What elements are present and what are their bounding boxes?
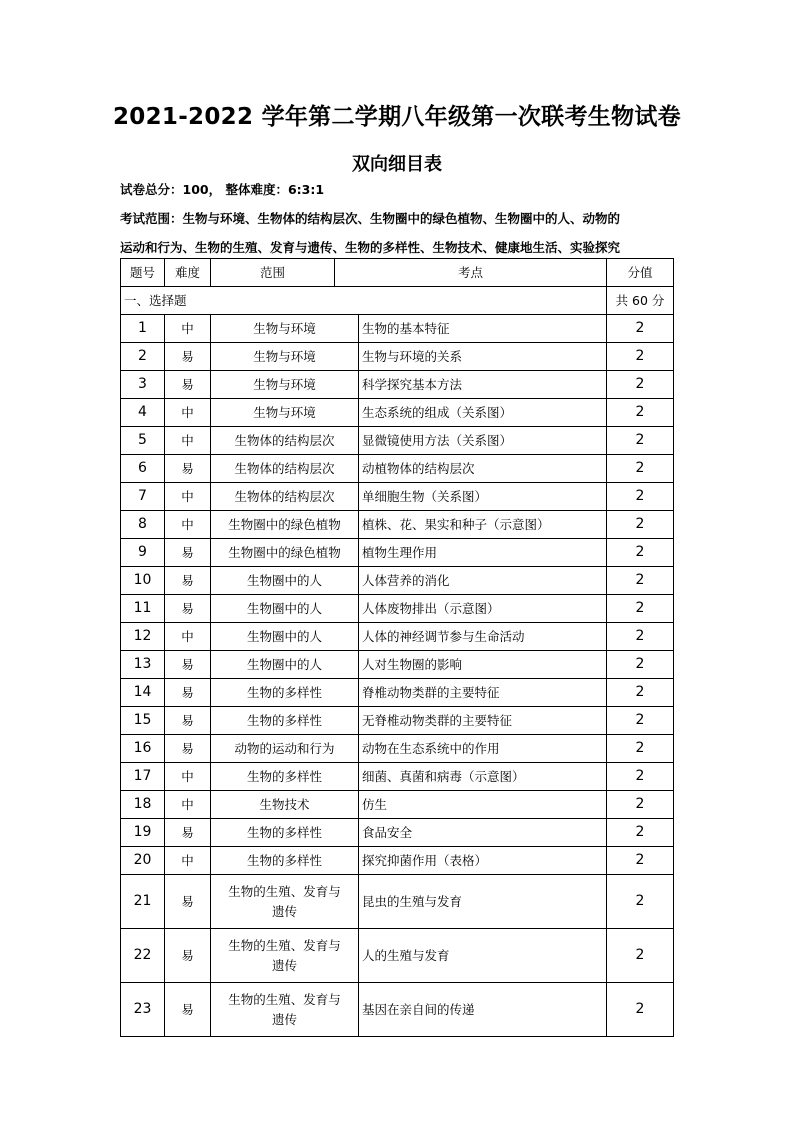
row-difficulty: 中 xyxy=(165,427,211,455)
row-range: 生物圈中的人 xyxy=(211,651,359,679)
table-row xyxy=(121,371,674,399)
row-score: 2 xyxy=(607,679,674,707)
row-range-line-2: 遗传 xyxy=(271,1011,297,1027)
row-point: 人体废物排出（示意图） xyxy=(359,595,607,623)
table-row xyxy=(121,819,674,847)
table-body xyxy=(121,259,674,1037)
row-score: 2 xyxy=(607,929,674,983)
row-point: 显微镜使用方法（关系图） xyxy=(359,427,607,455)
row-difficulty: 易 xyxy=(165,343,211,371)
table-row xyxy=(121,847,674,875)
specification-table xyxy=(120,258,674,1037)
row-range: 生物的多样性 xyxy=(211,763,359,791)
row-score: 2 xyxy=(607,875,674,929)
row-score: 2 xyxy=(607,455,674,483)
row-range: 生物的多样性 xyxy=(211,679,359,707)
row-score: 2 xyxy=(607,623,674,651)
row-range: 生物体的结构层次 xyxy=(211,483,359,511)
table-row xyxy=(121,483,674,511)
row-no: 3 xyxy=(121,371,165,399)
row-point: 科学探究基本方法 xyxy=(359,371,607,399)
row-difficulty: 中 xyxy=(165,791,211,819)
table-row xyxy=(121,623,674,651)
row-point: 探究抑菌作用（表格） xyxy=(359,847,607,875)
row-range: 生物体的结构层次 xyxy=(211,427,359,455)
row-score: 2 xyxy=(607,539,674,567)
header-score: 分值 xyxy=(607,259,674,287)
exam-summary: 试卷总分：100， 整体难度：6:3:1 xyxy=(120,182,325,197)
row-point: 食品安全 xyxy=(359,819,607,847)
row-difficulty: 易 xyxy=(165,539,211,567)
document-title: 2021-2022 学年第二学期八年级第一次联考生物试卷 xyxy=(113,104,681,130)
section-total: 共 60 分 xyxy=(607,287,674,315)
row-range: 生物的多样性 xyxy=(211,819,359,847)
table-row xyxy=(121,427,674,455)
header-difficulty: 难度 xyxy=(165,259,211,287)
row-point: 无脊椎动物类群的主要特征 xyxy=(359,707,607,735)
row-score: 2 xyxy=(607,343,674,371)
row-point: 植株、花、果实和种子（示意图） xyxy=(359,511,607,539)
table-row xyxy=(121,511,674,539)
row-range: 生物圈中的人 xyxy=(211,595,359,623)
row-range: 生物的多样性 xyxy=(211,847,359,875)
row-no: 23 xyxy=(121,983,165,1037)
row-score: 2 xyxy=(607,567,674,595)
row-point: 生物与环境的关系 xyxy=(359,343,607,371)
row-score: 2 xyxy=(607,511,674,539)
row-no: 2 xyxy=(121,343,165,371)
row-score: 2 xyxy=(607,399,674,427)
row-no: 17 xyxy=(121,763,165,791)
row-range: 生物与环境 xyxy=(211,343,359,371)
table-row xyxy=(121,567,674,595)
row-range: 生物圈中的人 xyxy=(211,623,359,651)
row-no: 6 xyxy=(121,455,165,483)
table-row xyxy=(121,791,674,819)
row-difficulty: 易 xyxy=(165,679,211,707)
row-difficulty: 易 xyxy=(165,735,211,763)
row-range: 生物与环境 xyxy=(211,315,359,343)
row-point: 生态系统的组成（关系图） xyxy=(359,399,607,427)
table-row xyxy=(121,763,674,791)
row-range-line-1: 生物的生殖、发育与 xyxy=(228,991,341,1007)
row-point: 人的生殖与发育 xyxy=(359,929,607,983)
row-range: 生物圈中的绿色植物 xyxy=(211,511,359,539)
row-range-line-1: 生物的生殖、发育与 xyxy=(228,937,341,953)
table-row xyxy=(121,929,674,983)
row-point: 植物生理作用 xyxy=(359,539,607,567)
row-no: 22 xyxy=(121,929,165,983)
row-range: 生物与环境 xyxy=(211,399,359,427)
header-row xyxy=(121,259,674,287)
document-subtitle: 双向细目表 xyxy=(352,154,442,175)
row-no: 11 xyxy=(121,595,165,623)
header-range: 范围 xyxy=(211,259,335,287)
row-no: 1 xyxy=(121,315,165,343)
row-point: 仿生 xyxy=(359,791,607,819)
row-score: 2 xyxy=(607,483,674,511)
row-range xyxy=(211,929,359,983)
table-row xyxy=(121,343,674,371)
row-difficulty: 中 xyxy=(165,511,211,539)
row-difficulty: 易 xyxy=(165,875,211,929)
row-no: 21 xyxy=(121,875,165,929)
row-score: 2 xyxy=(607,371,674,399)
section-label: 一、选择题 xyxy=(121,287,607,315)
row-no: 13 xyxy=(121,651,165,679)
table-row xyxy=(121,707,674,735)
row-difficulty: 中 xyxy=(165,847,211,875)
row-range: 生物技术 xyxy=(211,791,359,819)
row-difficulty: 中 xyxy=(165,763,211,791)
row-no: 5 xyxy=(121,427,165,455)
row-no: 9 xyxy=(121,539,165,567)
header-no: 题号 xyxy=(121,259,165,287)
row-score: 2 xyxy=(607,819,674,847)
row-no: 19 xyxy=(121,819,165,847)
row-difficulty: 易 xyxy=(165,595,211,623)
row-difficulty: 中 xyxy=(165,399,211,427)
row-score: 2 xyxy=(607,983,674,1037)
row-range: 生物体的结构层次 xyxy=(211,455,359,483)
row-score: 2 xyxy=(607,791,674,819)
row-no: 20 xyxy=(121,847,165,875)
row-point: 昆虫的生殖与发育 xyxy=(359,875,607,929)
table-row xyxy=(121,539,674,567)
row-point: 基因在亲自间的传递 xyxy=(359,983,607,1037)
row-difficulty: 中 xyxy=(165,623,211,651)
row-difficulty: 易 xyxy=(165,929,211,983)
table-row xyxy=(121,875,674,929)
row-point: 脊椎动物类群的主要特征 xyxy=(359,679,607,707)
row-no: 14 xyxy=(121,679,165,707)
row-score: 2 xyxy=(607,707,674,735)
table-row xyxy=(121,399,674,427)
row-point: 单细胞生物（关系图） xyxy=(359,483,607,511)
row-score: 2 xyxy=(607,847,674,875)
row-score: 2 xyxy=(607,651,674,679)
row-range: 动物的运动和行为 xyxy=(211,735,359,763)
row-no: 10 xyxy=(121,567,165,595)
row-range xyxy=(211,983,359,1037)
table-row xyxy=(121,595,674,623)
row-no: 16 xyxy=(121,735,165,763)
table-row xyxy=(121,315,674,343)
row-score: 2 xyxy=(607,315,674,343)
row-range: 生物的多样性 xyxy=(211,707,359,735)
row-range-line-1: 生物的生殖、发育与 xyxy=(228,883,341,899)
row-score: 2 xyxy=(607,735,674,763)
row-no: 8 xyxy=(121,511,165,539)
row-score: 2 xyxy=(607,763,674,791)
table-row xyxy=(121,455,674,483)
table-row xyxy=(121,735,674,763)
row-range-line-2: 遗传 xyxy=(271,957,297,973)
row-range: 生物与环境 xyxy=(211,371,359,399)
row-difficulty: 易 xyxy=(165,371,211,399)
row-no: 15 xyxy=(121,707,165,735)
row-difficulty: 易 xyxy=(165,819,211,847)
row-no: 4 xyxy=(121,399,165,427)
row-no: 7 xyxy=(121,483,165,511)
row-difficulty: 易 xyxy=(165,651,211,679)
row-point: 动物在生态系统中的作用 xyxy=(359,735,607,763)
table-row xyxy=(121,679,674,707)
row-difficulty: 易 xyxy=(165,567,211,595)
row-difficulty: 易 xyxy=(165,983,211,1037)
table-row xyxy=(121,651,674,679)
row-difficulty: 中 xyxy=(165,315,211,343)
row-point: 动植物体的结构层次 xyxy=(359,455,607,483)
header-point: 考点 xyxy=(335,259,607,287)
row-no: 12 xyxy=(121,623,165,651)
row-range: 生物圈中的绿色植物 xyxy=(211,539,359,567)
row-no: 18 xyxy=(121,791,165,819)
row-difficulty: 中 xyxy=(165,483,211,511)
exam-scope-line-2: 运动和行为、生物的生殖、发育与遗传、生物的多样性、生物技术、健康地生活、实验探究 xyxy=(120,240,621,255)
row-range: 生物圈中的人 xyxy=(211,567,359,595)
row-point: 生物的基本特征 xyxy=(359,315,607,343)
row-range xyxy=(211,875,359,929)
row-difficulty: 易 xyxy=(165,707,211,735)
row-score: 2 xyxy=(607,427,674,455)
exam-scope-line-1: 考试范围：生物与环境、生物体的结构层次、生物圈中的绿色植物、生物圈中的人、动物的 xyxy=(120,211,621,226)
row-point: 人体的神经调节参与生命活动 xyxy=(359,623,607,651)
row-difficulty: 易 xyxy=(165,455,211,483)
row-point: 人对生物圈的影响 xyxy=(359,651,607,679)
row-range-line-2: 遗传 xyxy=(271,903,297,919)
row-score: 2 xyxy=(607,595,674,623)
row-point: 细菌、真菌和病毒（示意图） xyxy=(359,763,607,791)
section-row xyxy=(121,287,674,315)
table-row xyxy=(121,983,674,1037)
row-point: 人体营养的消化 xyxy=(359,567,607,595)
